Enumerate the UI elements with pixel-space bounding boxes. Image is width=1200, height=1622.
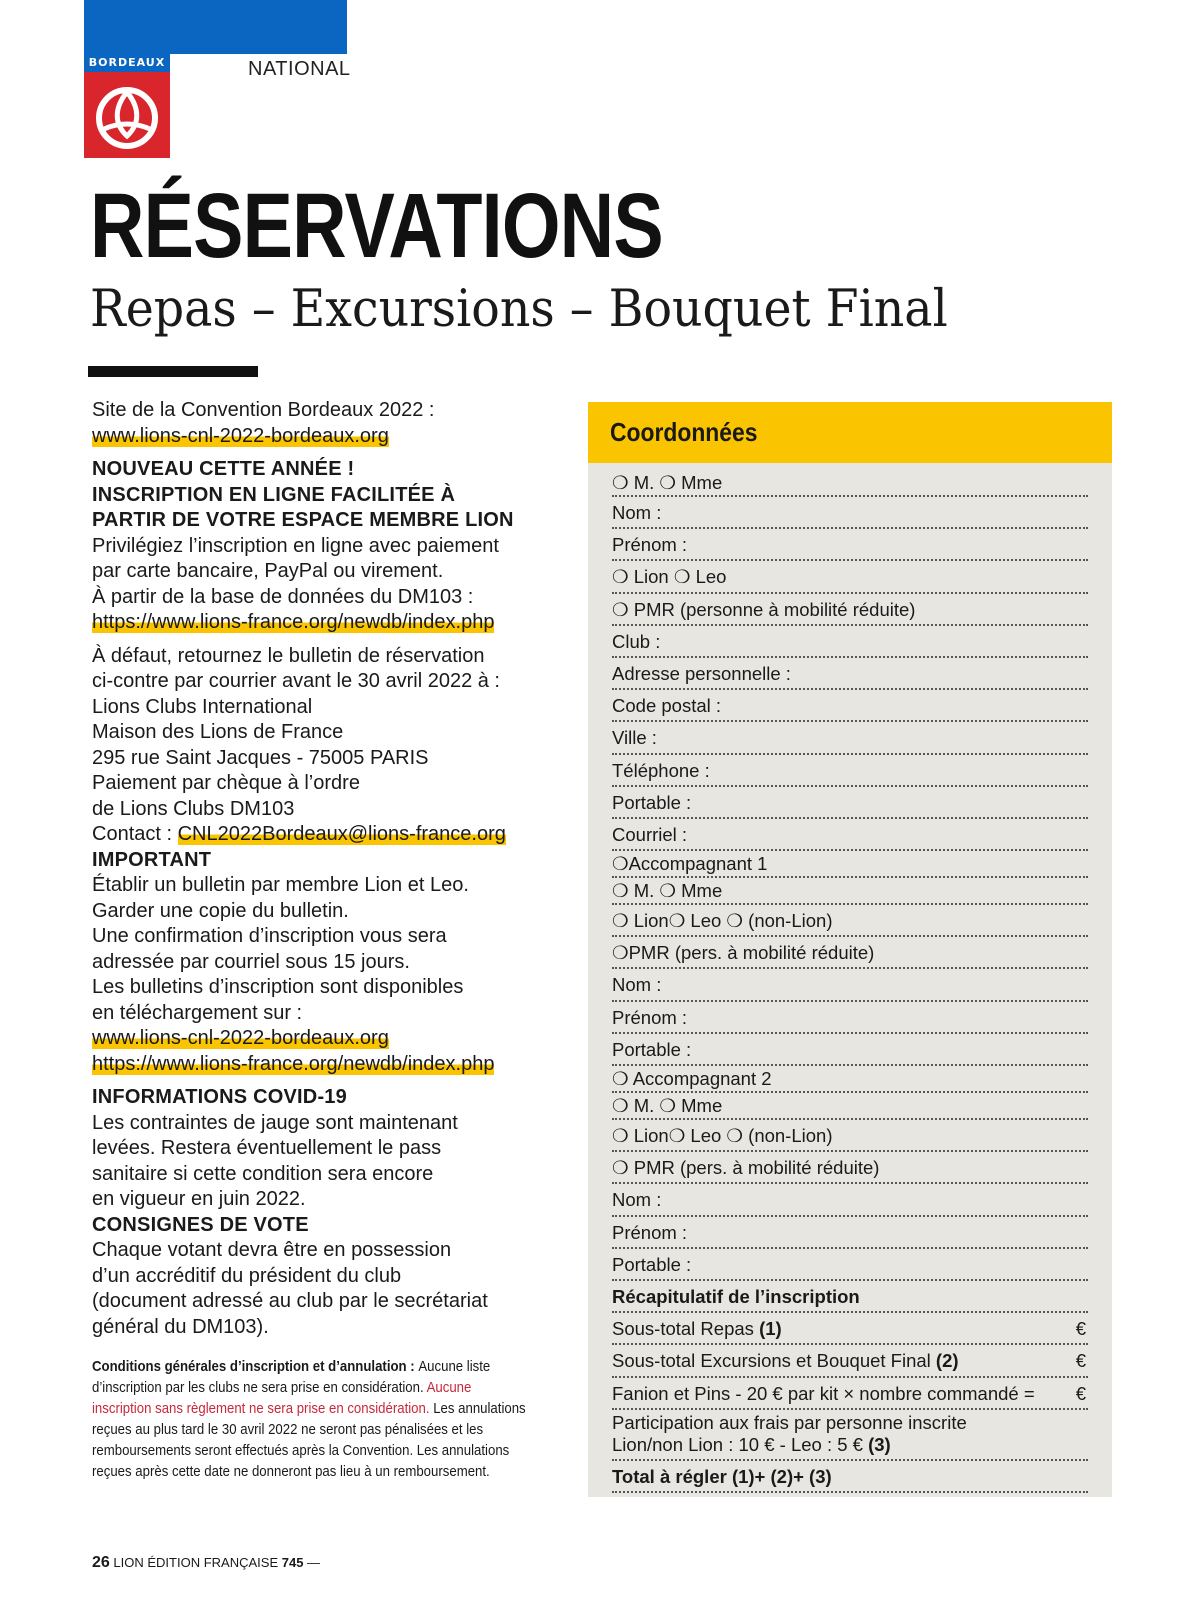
form-row-title[interactable]: ❍ M. ❍ Mme [612, 470, 1088, 497]
mail-text: ci-contre par courrier avant le 30 avril 2022 à : [92, 670, 500, 692]
form-row-acc2-nom[interactable]: Nom : [612, 1184, 1088, 1216]
euro-sign: € [1075, 1318, 1086, 1340]
form-row-acc2-title[interactable]: ❍ M. ❍ Mme [612, 1093, 1088, 1120]
header-blue-bar [84, 0, 347, 54]
covid-heading: INFORMATIONS COVID-19 [92, 1086, 347, 1108]
form-row-pmr[interactable]: ❍ PMR (personne à mobilité réduite) [612, 594, 1088, 626]
important-text: Garder une copie du bulletin. [92, 899, 349, 922]
form-heading: Coordonnées [610, 417, 758, 447]
form-header [588, 402, 1112, 463]
site-link[interactable]: www.lions-cnl-2022-bordeaux.org [92, 424, 389, 447]
important-text: Une confirmation d’inscription vous sera [92, 925, 447, 947]
download-link-2[interactable]: https://www.lions-france.org/newdb/index.php [92, 1052, 495, 1075]
contact-label: Contact : [92, 823, 178, 845]
form-row-prenom[interactable]: Prénom : [612, 529, 1088, 561]
form-row-courriel[interactable]: Courriel : [612, 819, 1088, 851]
form-row-lion-leo[interactable]: ❍ Lion ❍ Leo [612, 561, 1088, 593]
form-row-nom[interactable]: Nom : [612, 497, 1088, 529]
form-row-acc1-title[interactable]: ❍ M. ❍ Mme [612, 878, 1088, 905]
convention-emblem-icon [92, 78, 162, 154]
bordeaux-logo [84, 54, 170, 158]
magazine-name: LION ÉDITION FRANÇAISE [113, 1555, 282, 1570]
form-row-acc2-pmr[interactable]: ❍ PMR (pers. à mobilité réduite) [612, 1152, 1088, 1184]
important-heading: IMPORTANT [92, 848, 212, 871]
form-row-acc1-type[interactable]: ❍ Lion❍ Leo ❍ (non-Lion) [612, 905, 1088, 937]
important-text: adressée par courriel sous 15 jours. [92, 950, 410, 973]
conditions-text: Conditions générales d’inscription et d’annulation : Aucune liste d’inscription par les clubs ne sera prise en considération. Aucune inscription sans règlement ne sera prise en considération. Les annulations reçues au plus tard le 30 avril 2022 ne seront pas pénalisées et les remboursements seront effectués après la Convention. Les annulations reçues après cette date ne donneront pas lieu à un remboursement. [92, 1358, 526, 1480]
title-rule [88, 366, 258, 377]
recap-heading: Récapitulatif de l’inscription [612, 1281, 1088, 1313]
important-text: en téléchargement sur : [92, 1001, 303, 1024]
vote-text: Chaque votant devra être en possession [92, 1239, 452, 1261]
form-row-acc1-pmr[interactable]: ❍PMR (pers. à mobilité réduite) [612, 937, 1088, 969]
db-link[interactable]: https://www.lions-france.org/newdb/index.php [92, 611, 495, 633]
form-row-acc2-type[interactable]: ❍ Lion❍ Leo ❍ (non-Lion) [612, 1120, 1088, 1152]
covid-text: levées. Restera éventuellement le pass [92, 1137, 442, 1159]
form-row-club[interactable]: Club : [612, 626, 1088, 658]
recap-repas[interactable]: Sous-total Repas (1) € [612, 1313, 1088, 1345]
vote-text: général du DM103). [92, 1315, 269, 1338]
page-subtitle: Repas – Excursions – Bouquet Final [90, 280, 948, 339]
conditions-heading: Conditions générales d’inscription et d’annulation : [92, 1358, 419, 1375]
page-title: RÉSERVATIONS [90, 175, 663, 277]
download-link-1[interactable]: www.lions-cnl-2022-bordeaux.org [92, 1027, 389, 1049]
recap-fanion[interactable]: Fanion et Pins - 20 € par kit × nombre commandé = € [612, 1378, 1088, 1410]
vote-heading: CONSIGNES DE VOTE [92, 1213, 309, 1236]
page-number: 26 [92, 1554, 110, 1571]
important-text: Établir un bulletin par membre Lion et Leo. [92, 874, 469, 896]
new-heading-2: INSCRIPTION EN LIGNE FACILITÉE À [92, 483, 456, 506]
form-row-accompagnant-2[interactable]: ❍ Accompagnant 2 [612, 1066, 1088, 1093]
form-row-acc1-portable[interactable]: Portable : [612, 1034, 1088, 1066]
form-row-acc1-nom[interactable]: Nom : [612, 969, 1088, 1001]
recap-excursions[interactable]: Sous-total Excursions et Bouquet Final (2) € [612, 1345, 1088, 1377]
mail-text: de Lions Clubs DM103 [92, 797, 295, 820]
mail-text: Maison des Lions de France [92, 721, 344, 743]
page-footer: 26 LION ÉDITION FRANÇAISE 745 — [92, 1554, 321, 1571]
conditions-warning: Aucune inscription sans règlement ne sera prise en considération. [92, 1379, 472, 1417]
mail-text: Lions Clubs International [92, 695, 313, 718]
logo-text: BORDEAUX [84, 54, 170, 72]
form-row-accompagnant-1[interactable]: ❍Accompagnant 1 [612, 851, 1088, 878]
covid-text: sanitaire si cette condition sera encore [92, 1162, 434, 1185]
form-row-telephone[interactable]: Téléphone : [612, 755, 1088, 787]
site-label: Site de la Convention Bordeaux 2022 : [92, 399, 435, 421]
form-row-acc2-prenom[interactable]: Prénom : [612, 1217, 1088, 1249]
form-row-acc2-portable[interactable]: Portable : [612, 1249, 1088, 1281]
new-heading-1: NOUVEAU CETTE ANNÉE ! [92, 458, 355, 480]
info-column [92, 398, 552, 1482]
mail-text: À défaut, retournez le bulletin de réservation [92, 644, 485, 667]
form-row-acc1-prenom[interactable]: Prénom : [612, 1002, 1088, 1034]
mail-text: Paiement par chèque à l’ordre [92, 772, 360, 794]
form-row-adresse[interactable]: Adresse personnelle : [612, 658, 1088, 690]
issue-number: 745 [281, 1555, 304, 1570]
euro-sign: € [1075, 1382, 1086, 1404]
mail-text: 295 rue Saint Jacques - 75005 PARIS [92, 746, 429, 769]
covid-text: en vigueur en juin 2022. [92, 1188, 306, 1210]
online-text: À partir de la base de données du DM103 : [92, 585, 474, 608]
recap-participation[interactable]: Participation aux frais par personne inscrite Lion/non Lion : 10 € - Leo : 5 € (3) [612, 1410, 1088, 1461]
form-row-portable[interactable]: Portable : [612, 787, 1088, 819]
covid-text: Les contraintes de jauge sont maintenant [92, 1111, 458, 1134]
important-text: Les bulletins d’inscription sont disponibles [92, 976, 464, 998]
online-text: par carte bancaire, PayPal ou virement. [92, 560, 444, 582]
section-label: NATIONAL [248, 58, 351, 80]
contact-email-link[interactable]: CNL2022Bordeaux@lions-france.org [177, 823, 506, 845]
form-row-ville[interactable]: Ville : [612, 722, 1088, 754]
recap-total[interactable]: Total à régler (1)+ (2)+ (3) [612, 1461, 1088, 1493]
reservation-form [588, 402, 1112, 1497]
vote-text: (document adressé au club par le secrétariat [92, 1290, 488, 1312]
form-row-code-postal[interactable]: Code postal : [612, 690, 1088, 722]
online-text: Privilégiez l’inscription en ligne avec paiement [92, 534, 499, 557]
form-rows [612, 470, 1088, 1493]
vote-text: d’un accréditif du président du club [92, 1264, 402, 1287]
new-heading-3: PARTIR DE VOTRE ESPACE MEMBRE LION [92, 509, 514, 531]
euro-sign: € [1075, 1350, 1086, 1372]
